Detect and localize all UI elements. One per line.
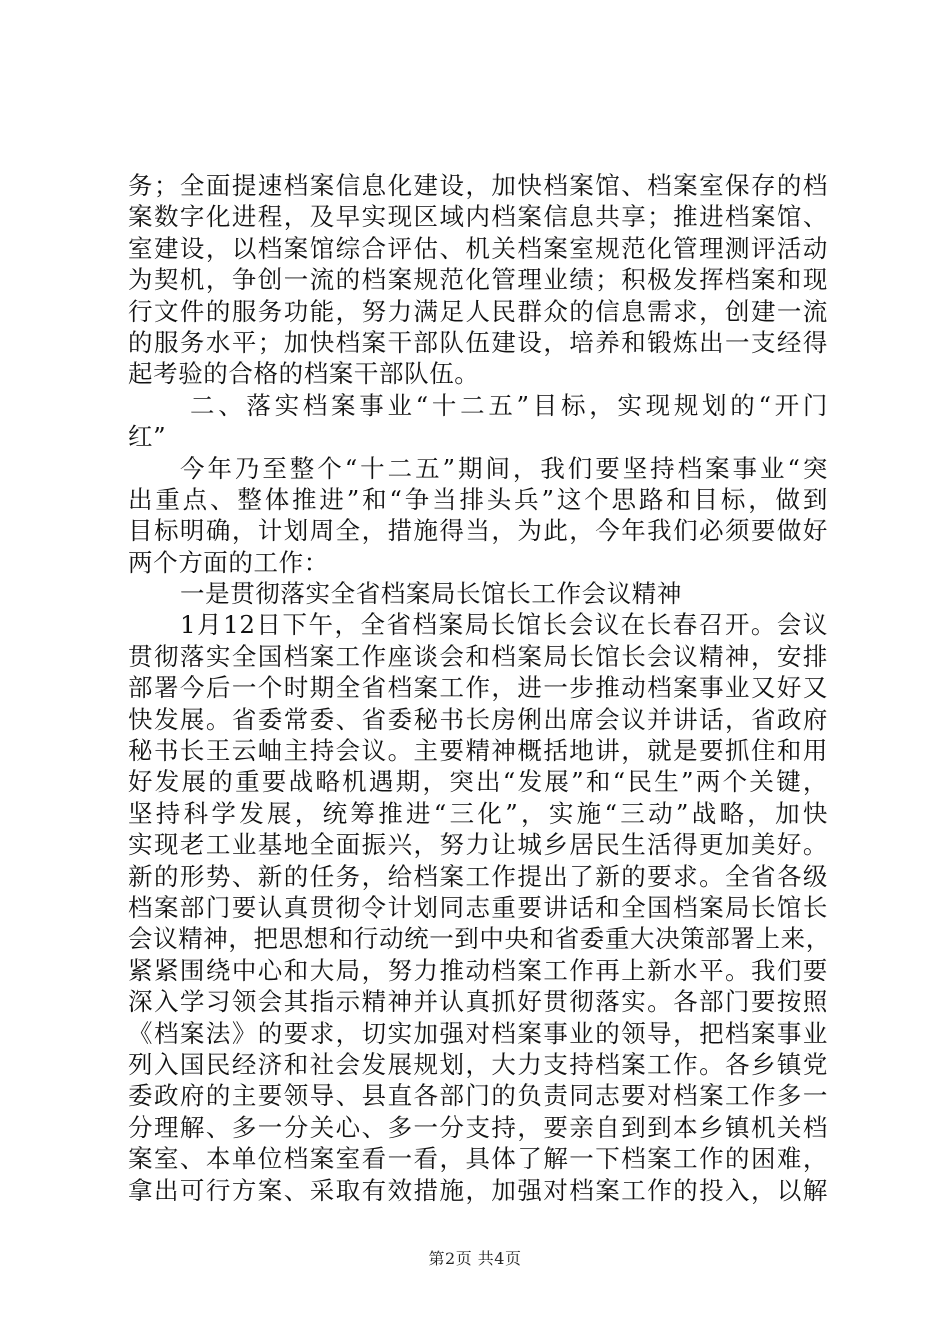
text-line: 列入国民经济和社会发展规划，大力支持档案工作。各乡镇党 <box>128 1049 828 1079</box>
text-line: 起考验的合格的档案干部队伍。 <box>128 359 480 389</box>
text-line: 务；全面提速档案信息化建设，加快档案馆、档案室保存的档 <box>128 171 828 200</box>
text-line: 贯彻落实全国档案工作座谈会和档案局长馆长会议精神，安排 <box>128 641 828 671</box>
section-heading-continued: 红” <box>128 422 167 452</box>
text-line: 室建设，以档案馆综合评估、机关档案室规范化管理测评活动 <box>128 233 828 263</box>
text-line: 1月12日下午，全省档案局长馆长会议在长春召开。会议 <box>180 610 828 640</box>
text-line: 委政府的主要领导、县直各部门的负责同志要对档案工作多一 <box>128 1081 828 1111</box>
text-line: 《档案法》的要求，切实加强对档案事业的领导，把档案事业 <box>128 1018 828 1048</box>
subsection-heading: 一是贯彻落实全省档案局长馆长工作会议精神 <box>180 579 682 609</box>
text-line: 为契机，争创一流的档案规范化管理业绩；积极发挥档案和现 <box>128 265 828 295</box>
text-line: 会议精神，把思想和行动统一到中央和省委重大决策部署上来， <box>128 924 831 954</box>
text-line: 深入学习领会其指示精神并认真抓好贯彻落实。各部门要按照 <box>128 987 828 1017</box>
text-line: 目标明确，计划周全，措施得当，为此，今年我们必须要做好 <box>128 516 828 546</box>
text-line: 分理解、多一分关心、多一分支持，要亲自到到本乡镇机关档 <box>128 1112 828 1142</box>
text-line: 实现老工业基地全面振兴，努力让城乡居民生活得更加美好。 <box>128 830 828 860</box>
text-line: 出重点、整体推进”和“争当排头兵”这个思路和目标，做到 <box>128 484 828 514</box>
text-line: 坚持科学发展，统筹推进“三化”，实施“三动”战略，加快 <box>128 798 828 828</box>
text-line: 紧紧围绕中心和大局，努力推动档案工作再上新水平。我们要 <box>128 955 828 985</box>
page-number-footer: 第2页 共4页 <box>428 1249 522 1268</box>
text-line: 行文件的服务功能，努力满足人民群众的信息需求，创建一流 <box>128 296 828 326</box>
text-line: 秘书长王云岫主持会议。主要精神概括地讲，就是要抓住和用 <box>128 736 828 766</box>
text-line: 案数字化进程，及早实现区域内档案信息共享；推进档案馆、 <box>128 202 828 232</box>
text-line: 部署今后一个时期全省档案工作，进一步推动档案事业又好又 <box>128 673 828 703</box>
text-line: 的服务水平；加快档案干部队伍建设，培养和锻炼出一支经得 <box>128 327 828 357</box>
text-line: 快发展。省委常委、省委秘书长房俐出席会议并讲话，省政府 <box>128 704 828 734</box>
document-body <box>128 170 831 1206</box>
text-line: 两个方面的工作： <box>128 547 329 577</box>
text-line: 新的形势、新的任务，给档案工作提出了新的要求。全省各级 <box>128 861 828 891</box>
text-line: 好发展的重要战略机遇期，突出“发展”和“民生”两个关键， <box>128 767 828 797</box>
text-line: 拿出可行方案、采取有效措施，加强对档案工作的投入，以解 <box>128 1175 828 1205</box>
section-heading: 二、落实档案事业“十二五”目标，实现规划的“开门 <box>190 390 828 420</box>
text-line: 档案部门要认真贯彻令计划同志重要讲话和全国档案局长馆长 <box>128 892 828 922</box>
text-line: 今年乃至整个“十二五”期间，我们要坚持档案事业“突 <box>180 453 828 483</box>
text-line: 案室、本单位档案室看一看，具体了解一下档案工作的困难， <box>128 1144 828 1174</box>
